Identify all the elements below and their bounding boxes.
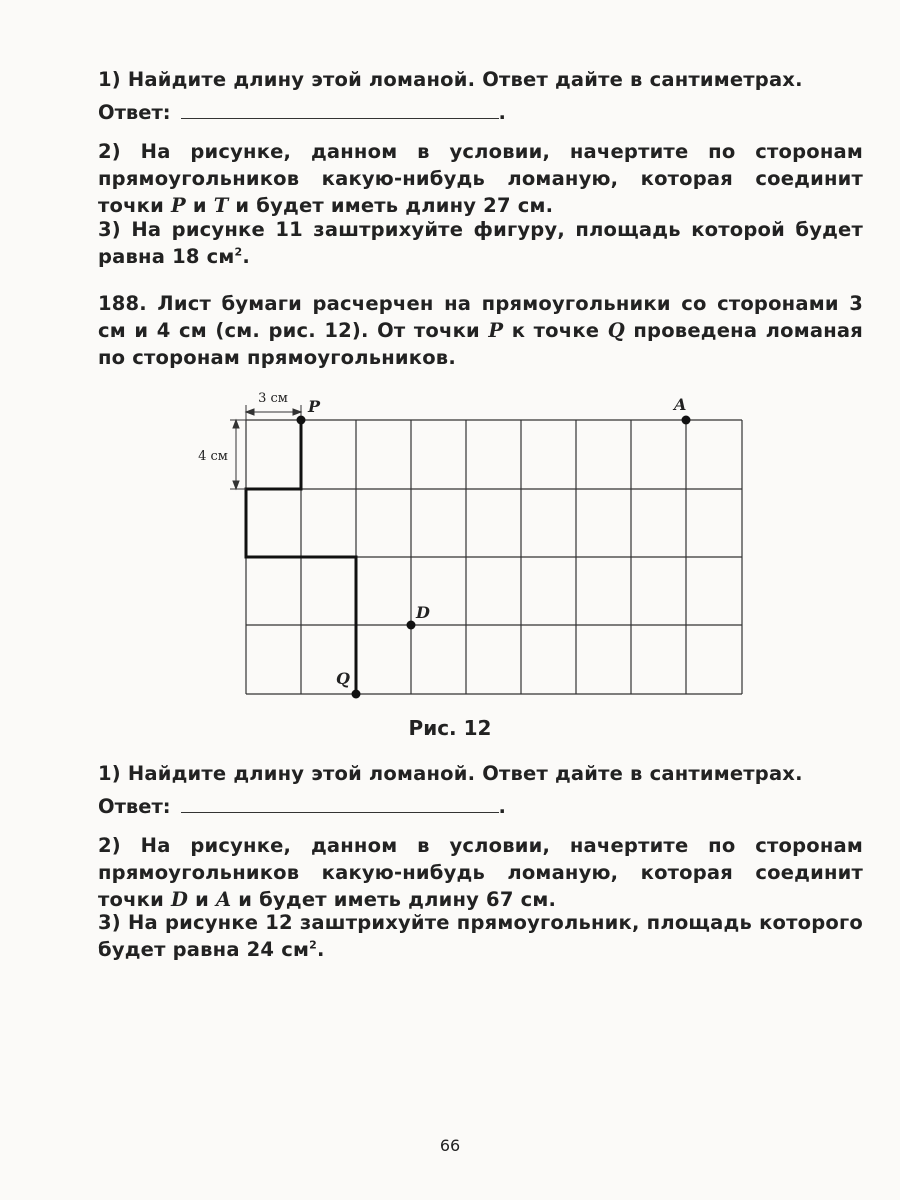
- point-p: [297, 416, 306, 425]
- answer-label: Ответ:: [98, 101, 171, 124]
- top-question-1: 1) Найдите длину этой ломаной. Ответ дайте в сантиметрах.: [98, 68, 803, 91]
- figure-caption: Рис. 12: [408, 716, 492, 740]
- point-d: [407, 621, 416, 630]
- bottom-question-3: 3) На рисунке 12 заштрихуйте прямоугольник, площадь которого будет равна 24 $см^2$.: [98, 911, 863, 961]
- bottom-answer-row: Ответ: .: [98, 795, 506, 818]
- bottom-question-2: 2) На рисунке, данном в условии, начертите по сторонам прямоугольников какую-нибудь ломаную, которая соединит точки D и A и будет иметь длину 67 см.: [98, 834, 863, 911]
- dimension-height-label: 4 см: [198, 449, 228, 464]
- point-a: [682, 416, 691, 425]
- point-p-ref: P: [170, 194, 186, 217]
- page-number: 66: [439, 1136, 461, 1155]
- top-answer-row: Ответ: .: [98, 101, 506, 124]
- dimension-width-label: 3 см: [258, 391, 288, 406]
- label-a: A: [674, 395, 687, 414]
- label-d: D: [416, 603, 430, 622]
- point-a-ref: A: [215, 888, 232, 911]
- answer-blank[interactable]: [181, 794, 499, 813]
- bottom-question-1: 1) Найдите длину этой ломаной. Ответ дайте в сантиметрах.: [98, 762, 803, 785]
- problem-number: 188.: [98, 292, 147, 315]
- top-question-3: 3) На рисунке 11 заштрихуйте фигуру, площадь которой будет равна 18 $см^2$.: [98, 218, 863, 268]
- answer-label: Ответ:: [98, 795, 171, 818]
- squared-sup: 2: [309, 938, 317, 952]
- point-q: [352, 690, 361, 699]
- problem-188: 188. Лист бумаги расчерчен на прямоугольники со сторонами 3 см и 4 см (см. рис. 12). От точки P к точке Q проведена ломаная по сторонам прямоугольников.: [98, 292, 863, 369]
- squared-sup: 2: [234, 245, 243, 259]
- dimension-width: [246, 405, 301, 420]
- label-p: P: [308, 397, 321, 416]
- dimension-height: [230, 420, 246, 489]
- point-d-ref: D: [170, 888, 189, 911]
- top-question-2: 2) На рисунке, данном в условии, начертите по сторонам прямоугольников какую-нибудь ломаную, которая соединит точки P и T и будет иметь длину 27 см.: [98, 140, 863, 217]
- point-p-ref: P: [488, 319, 504, 342]
- label-q: Q: [336, 669, 350, 688]
- point-t-ref: T: [213, 194, 229, 217]
- point-q-ref: Q: [607, 319, 625, 342]
